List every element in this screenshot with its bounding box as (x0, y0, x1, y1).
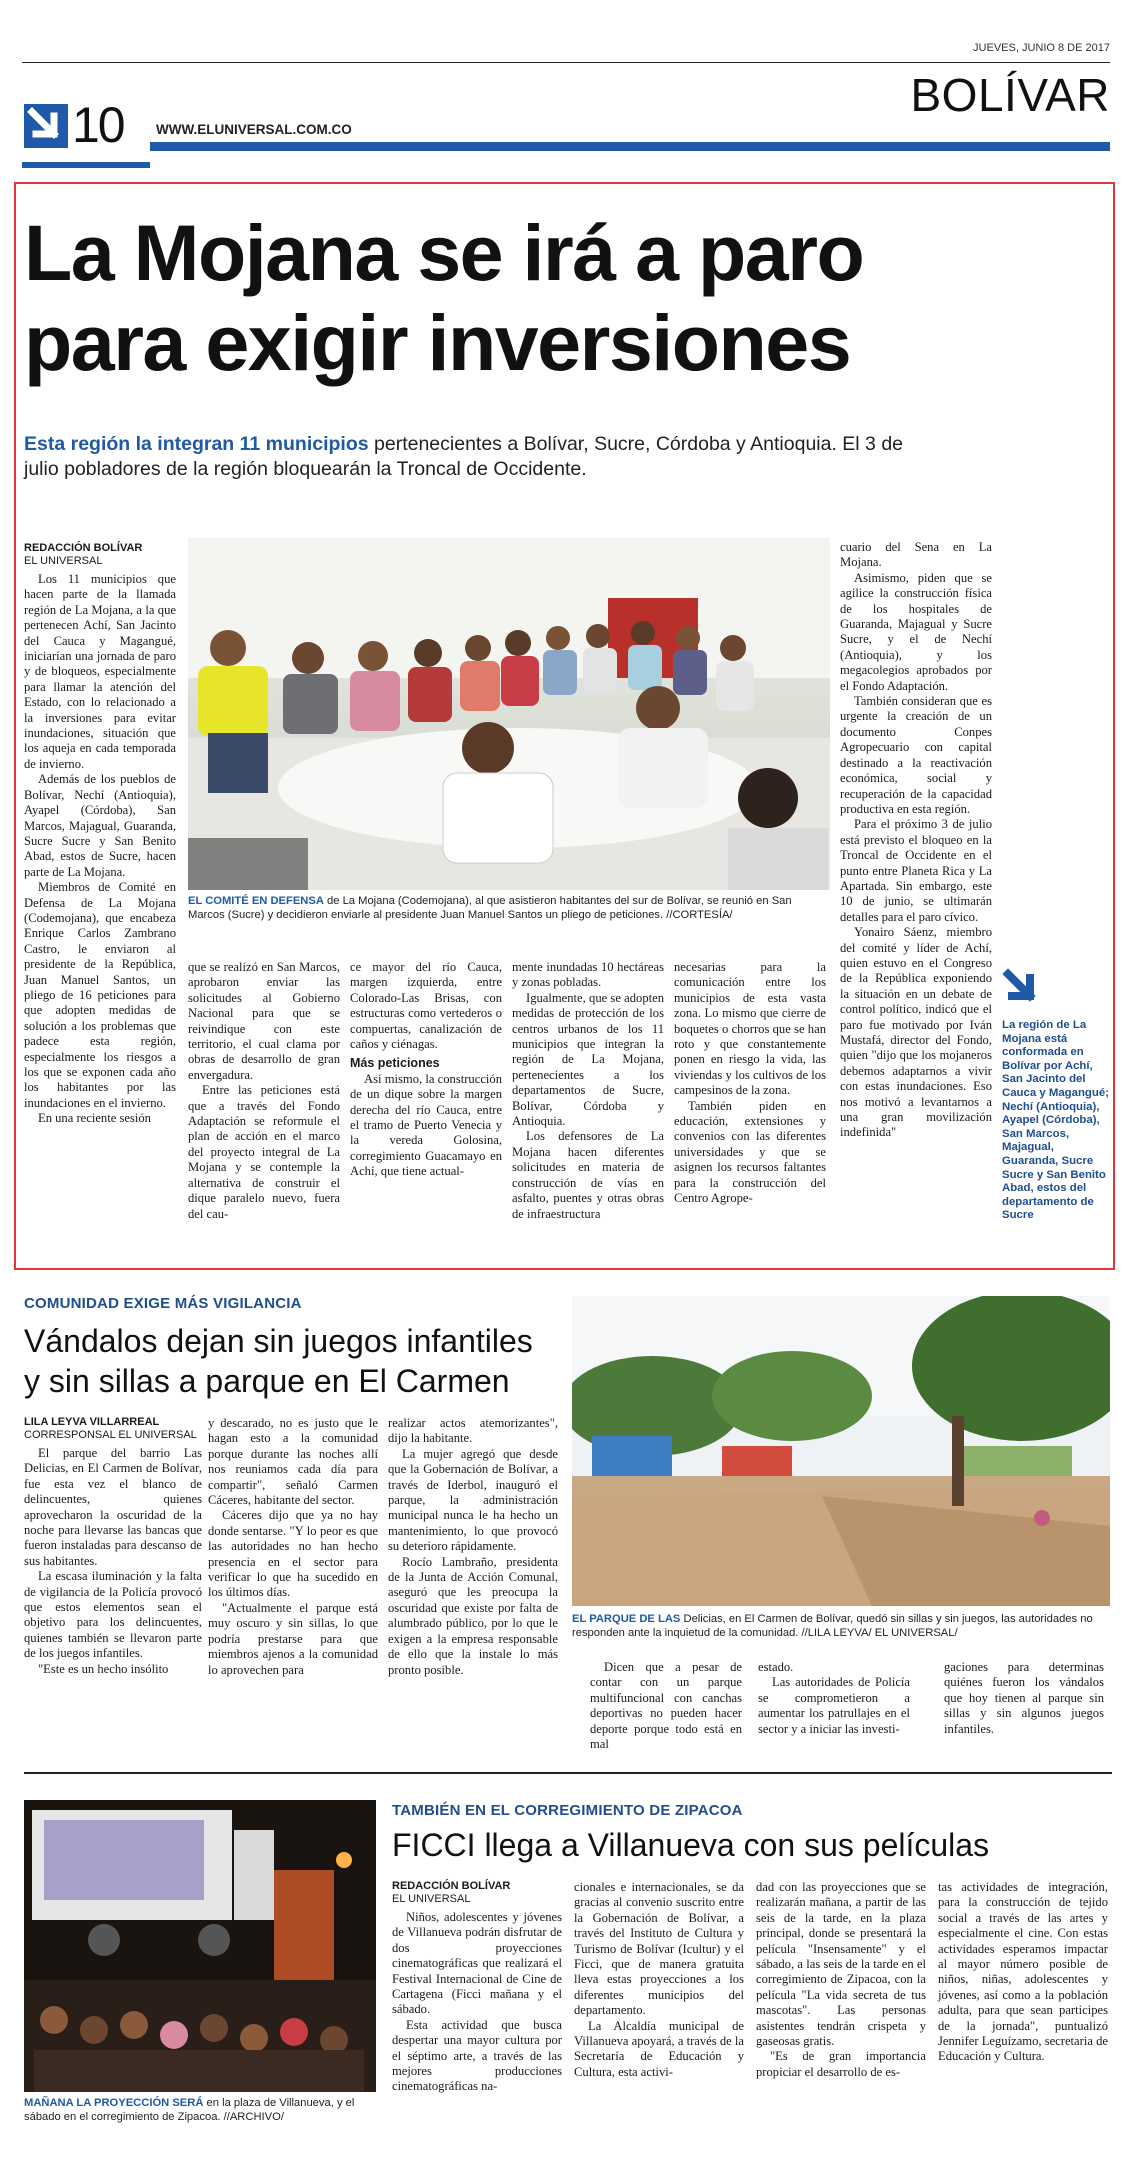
paragraph: Entre las peticiones está que a través del Fondo Adaptación se reformule el plan de acción en el marco del proyecto integral de La Mojana y se contemple la alternativa de construir el dique paralelo nuevo, fuera del cau- (188, 1083, 340, 1221)
story1-byline (24, 542, 142, 568)
paragraph: También piden en educación, extensiones y convenios con las diferentes universidades y que se asignen los recursos faltantes para la construcción del Centro Agrope- (674, 1098, 826, 1206)
paragraph: Así mismo, la construcción de un dique sobre la margen derecha del río Cauca, entre el tramo de Puerto Venecia y la vereda Golosina, corregimiento Guacamayo en Achí, que tiene actual- (350, 1071, 502, 1179)
paragraph: Miembros de Comité en Defensa de La Mojana (Codemojana), que encabeza Enrique Carlos Zambrano Castro, le enviaron al presidente de la República, Juan Manuel Santos, un pliego de 16 peticiones para que adopten medidas de solución a los problemas que padece esta región, especialmente los riesgos a los que se exponen cada año los habitantes por las inundaciones en el invierno. (24, 880, 176, 1110)
paragraph: La escasa iluminación y la falta de vigilancia de la Policía provocó que estos elementos sean el objetivo para los delincuentes, quienes también se llevaron parte de los juegos infantiles. (24, 1569, 202, 1661)
park-photo-illustration (572, 1296, 1110, 1606)
meeting-photo-illustration (188, 538, 830, 890)
story1-col3 (350, 960, 502, 1180)
paragraph: y descarado, no es justo que le hagan esto a la comunidad porque durante las noches allí nos reuniamos cada día para compartir", señaló Carmen Cáceres, habitante del sector. (208, 1416, 378, 1508)
story1-col4 (512, 960, 664, 1222)
story1-deck-rest-1: pertenecientes a Bolívar, Sucre, Córdoba y Antioquia. El 3 de (368, 433, 904, 455)
story3-col1 (392, 1910, 562, 2095)
header-top-rule (22, 62, 1110, 63)
story1-deck (24, 432, 1104, 482)
story2-kicker: COMUNIDAD EXIGE MÁS VIGILANCIA (24, 1295, 302, 1312)
paragraph: Los 11 municipios que hacen parte de la llamada región de La Mojana, a la que pertenecen Achí, San Jacinto del Cauca y Magangué, iniciarían una jornada de paro y de bloqueos, especialmente para llamar la atención del Estado, con lo relacionado a la inversiones para evitar inundaciones, situación que los aqueja en cada temporada de invierno. (24, 572, 176, 771)
caption-lead: MAÑANA LA PROYECCIÓN SERÁ (24, 2097, 204, 2109)
sidebar-box (1002, 968, 1110, 1223)
paragraph: que se realizó en San Marcos, aprobaron enviar las solicitudes al Gobierno Nacional para que se reivindique con este territorio, el cual clama por obras de desarrollo de gran envergadura. (188, 960, 340, 1082)
caption-text: Delicias, en El Carmen de Bolívar, quedó sin sillas y sin juegos, las autoridades no responden ante la inquietud de la comunidad. //LILA LEYVA/ EL UNIVERSAL/ (572, 1613, 1093, 1639)
story1-col2 (188, 960, 340, 1222)
story3-col4 (938, 1880, 1108, 2065)
paragraph: gaciones para determinas quiénes fueron los vándalos que hoy tienen al parque sin sillas y sin algunos juegos infantiles. (944, 1660, 1104, 1736)
site-url[interactable]: WWW.ELUNIVERSAL.COM.CO (156, 122, 352, 137)
sidebar-text-bold: La región de La Mojana está conformada en Bolívar por Achí, San Jacinto del Cauca y Magangué; Nechí (Antioquia), Ayapel (Córdoba), San Marcos, Majagual, Guaranda, Sucre Sucre y San Benito Abad, (1002, 1019, 1109, 1195)
story2-col6 (944, 1660, 1104, 1737)
paragraph: mente inundadas 10 hectáreas y zonas pobladas. (512, 960, 664, 990)
paragraph: También consideran que es urgente la creación de un documento Conpes Agropecuario con capital destinado a la reactivación económica, social y recuperación de la capacidad productiva en esta región. (840, 694, 992, 816)
paragraph: realizar actos atemorizantes", dijo la habitante. (388, 1416, 558, 1446)
story1-deck-rest-2: julio pobladores de la región bloquearán la Troncal de Occidente. (24, 458, 587, 480)
caption-text: en la plaza de Villanueva, y el sábado en el corregimiento de Zipacoa. //ARCHIVO/ (24, 2097, 355, 2123)
paragraph: Asimismo, piden que se agilice la construcción física de los hospitales de Guaranda, Majagual y Sucre Sucre, y el de Nechí (Antioquia), y los megacolegios aprobados por el Fondo Adaptación. (840, 570, 992, 693)
story-divider (24, 1772, 1112, 1774)
story3-byline-name: REDACCIÓN BOLÍVAR (392, 1880, 511, 1892)
paragraph: En una reciente sesión (38, 1111, 151, 1126)
page-number-box (22, 97, 150, 168)
header-blue-bar (150, 142, 1110, 151)
story3-col3 (756, 1880, 926, 2080)
paragraph: Los defensores de La Mojana hacen diferentes solicitudes en materia de construcción de vías en asfalto, puentes y otras obras de infraestructura (512, 1129, 664, 1221)
paragraph: estado. (758, 1660, 794, 1674)
story1-deck-lead: Esta región la integran 11 municipios (24, 433, 369, 455)
sidebar-text (1002, 1019, 1110, 1223)
paragraph: Para el próximo 3 de julio está previsto el bloqueo en la Troncal de Occidente en el punto entre Planeta Rica y La Apartada. Sin embargo, este 10 de junio, se ultimarán detalles para el paro cívico. (840, 817, 992, 924)
story2-col4 (590, 1660, 742, 1752)
arrow-down-right-icon (1002, 968, 1042, 1008)
paragraph: "Actualmente el parque está muy oscuro y sin sillas, lo que podría prestarse para que miembros ajenos a la comunidad lo aprovechen para (208, 1600, 378, 1677)
story2-byline-org: CORRESPONSAL EL UNIVERSAL (24, 1429, 197, 1441)
screening-photo-illustration (24, 1800, 376, 2092)
story3-byline (392, 1880, 510, 1906)
subheading: Más peticiones (350, 1056, 440, 1071)
paragraph: tas actividades de integración, para la construcción de tejido social a través de las artes y especialmente el cine. Con estas actividades esperamos impactar al mayor número posible de niños, niñas, adolescentes y jóvenes, así como a la población adulta, para que sean participes de la jornada", puntualizó Jennifer Leguízamo, secretaria de Educación y Cultura. (938, 1880, 1108, 2064)
story1-byline-name: REDACCIÓN BOLÍVAR (24, 542, 143, 554)
paragraph: Rocío Lambraño, presidenta de la Junta de Acción Comunal, aseguró que les preocupa la oscuridad que existe por falta de alumbrado público, por lo que le exigen a la empresa responsable de ello que la instale lo más pronto posible. (388, 1554, 558, 1677)
story2-byline-name: LILA LEYVA VILLARREAL (24, 1416, 160, 1428)
sidebar-text-rest: estos del departamento de Sucre (1002, 1182, 1094, 1222)
paragraph: Esta actividad que busca despertar una mayor cultura por el séptimo arte, a través de las mejores producciones cinematográficas na- (392, 2017, 562, 2094)
paragraph: La Alcaldía municipal de Villanueva apoyará, a través de la Secretaría de Educación y Cultura, esta activi- (574, 2018, 744, 2079)
paragraph: ce mayor del río Cauca, margen izquierda, entre Colorado-Las Brisas, con estructuras como vertederos o compuertas, canalización de caños y ciénagas. (350, 960, 502, 1052)
paragraph: Las autoridades de Policía se comprometieron a aumentar los patrullajes en el sector y a iniciar las investi- (758, 1675, 910, 1736)
story1-photo-caption (188, 894, 830, 922)
arrow-down-right-icon (24, 104, 68, 148)
caption-lead: EL PARQUE DE LAS (572, 1613, 681, 1625)
story1-col5 (674, 960, 826, 1207)
story3-headline: FICCI llega a Villanueva con sus películas (392, 1827, 990, 1863)
story2-col2 (208, 1416, 378, 1678)
paragraph: Cáceres dijo que ya no hay donde sentarse. "Y lo peor es que las autoridades no han hecho presencia en el sector para verificar lo que ha sucedido en los últimos días. (208, 1508, 378, 1600)
story1-byline-org: EL UNIVERSAL (24, 555, 103, 567)
story3-col2 (574, 1880, 744, 2080)
story2-headline-line2: y sin sillas a parque en El Carmen (24, 1363, 510, 1399)
story2-photo-caption (572, 1612, 1110, 1640)
paragraph: La mujer agregó que desde que la Gobernación de Bolívar, a través de Iderbol, inauguró el parque, la administración municipal nunca le ha hecho un mantenimiento, lo que provocó su deterioro rápidamente. (388, 1446, 558, 1554)
paragraph: Además de los pueblos de Bolívar, Nechí (Antioquia), Ayapel (Córdoba), San Marcos, Majagual, Guaranda, Sucre Sucre y San Benito Abad, estos de Sucre, hacen parte de La Mojana. (24, 772, 176, 879)
story2-byline (24, 1416, 197, 1442)
page-number: 10 (72, 97, 124, 153)
story3-kicker: TAMBIÉN EN EL CORREGIMIENTO DE ZIPACOA (392, 1802, 743, 1819)
caption-lead: EL COMITÉ EN DEFENSA (188, 895, 324, 907)
story1-headline-line1: La Mojana se irá a paro (24, 208, 864, 297)
paragraph: necesarias para la comunicación entre los municipios de esta vasta zona. Lo mismo que cierre de boquetes o chorros que se han roto y que constantemente ponen en riesgo la vida, las viviendas y los cultivos de los campesinos de la zona. (674, 960, 826, 1098)
story3-photo-caption (24, 2096, 376, 2124)
paragraph: Igualmente, que se adopten medidas de protección de los centros urbanos de los 11 municipios que integran la región de La Mojana, pertenecientes a los departamentos de Sucre, Bolívar, Córdoba y Antioquia. (512, 990, 664, 1129)
story2-col5 (758, 1660, 910, 1737)
story1-headline-line2: para exigir inversiones (24, 298, 851, 387)
story1-col1-top (24, 572, 176, 1127)
paragraph: Dicen que a pesar de contar con un parque multifuncional con canchas deportivas no pueden hacer deporte porque todo está en mal (590, 1660, 742, 1752)
paragraph: Yonairo Sáenz, miembro del comité y líder de Achí, quien estuvo en el Congreso de la República exponiendo la situación en un debate de control político, indicó que el paro fue motivado por Iván Mustafá, director del Fondo, quien "dijo que los mojaneros debemos adaptarnos a vivir con estas inundaciones. Eso nos motivó a levantarnos a una gran movilización indefinida" (840, 925, 992, 1140)
story2-photo-park (572, 1296, 1110, 1606)
paragraph: "Este es un hecho insólito (38, 1661, 169, 1676)
paragraph: cionales e internacionales, se da gracias al convenio suscrito entre la Gobernación de Bolívar, a través del Instituto de Cultura y Turismo de Bolívar (Icultur) y el Ficci, que de manera gratuita lleva estas proyecciones a los diferentes municipios del departamento. (574, 1880, 744, 2018)
paragraph: "Es de gran importancia propiciar el desarrollo de es- (756, 2049, 926, 2079)
story1-photo-meeting (188, 538, 830, 890)
section-name: BOLÍVAR (910, 69, 1110, 121)
story1-col6 (840, 540, 992, 1141)
paragraph: dad con las proyecciones que se realizarán mañana, a partir de las seis de la tarde, en la plaza principal, donde se presentará la película "Insensamente" y el sábado, a las seis de la tarde en el corregimiento de Zipacoa, con la película "La vida secreta de tus mascotas". Las personas asistentes tendrán crispeta y gaseosas gratis. (756, 1880, 926, 2049)
story3-byline-org: EL UNIVERSAL (392, 1893, 471, 1905)
story3-photo-screening (24, 1800, 376, 2092)
caption-text: de La Mojana (Codemojana), al que asistieron habitantes del sur de Bolívar, se reunió en San Marcos (Sucre) y decidieron enviarle al presidente Juan Manuel Santos un pliego de peticiones. //CORTESÍA/ (188, 895, 792, 921)
story2-headline-line1: Vándalos dejan sin juegos infantiles (24, 1323, 533, 1359)
story2-col1 (24, 1446, 202, 1677)
issue-date: JUEVES, JUNIO 8 DE 2017 (973, 42, 1110, 54)
story2-col3 (388, 1416, 558, 1678)
paragraph: cuario del Sena en La Mojana. (840, 540, 992, 570)
paragraph: Niños, adolescentes y jóvenes de Villanueva podrán disfrutar de dos proyecciones cinematográficas que realizará el Festival Internacional de Cine de Cartagena (Ficci mañana y el sábado. (392, 1910, 562, 2017)
paragraph: El parque del barrio Las Delicias, en El Carmen de Bolívar, fue esta vez el blanco de delincuentes, quienes aprovecharon la oscuridad de la noche para llevarse las bancas que fueron instaladas para descanso de sus habitantes. (24, 1446, 202, 1568)
